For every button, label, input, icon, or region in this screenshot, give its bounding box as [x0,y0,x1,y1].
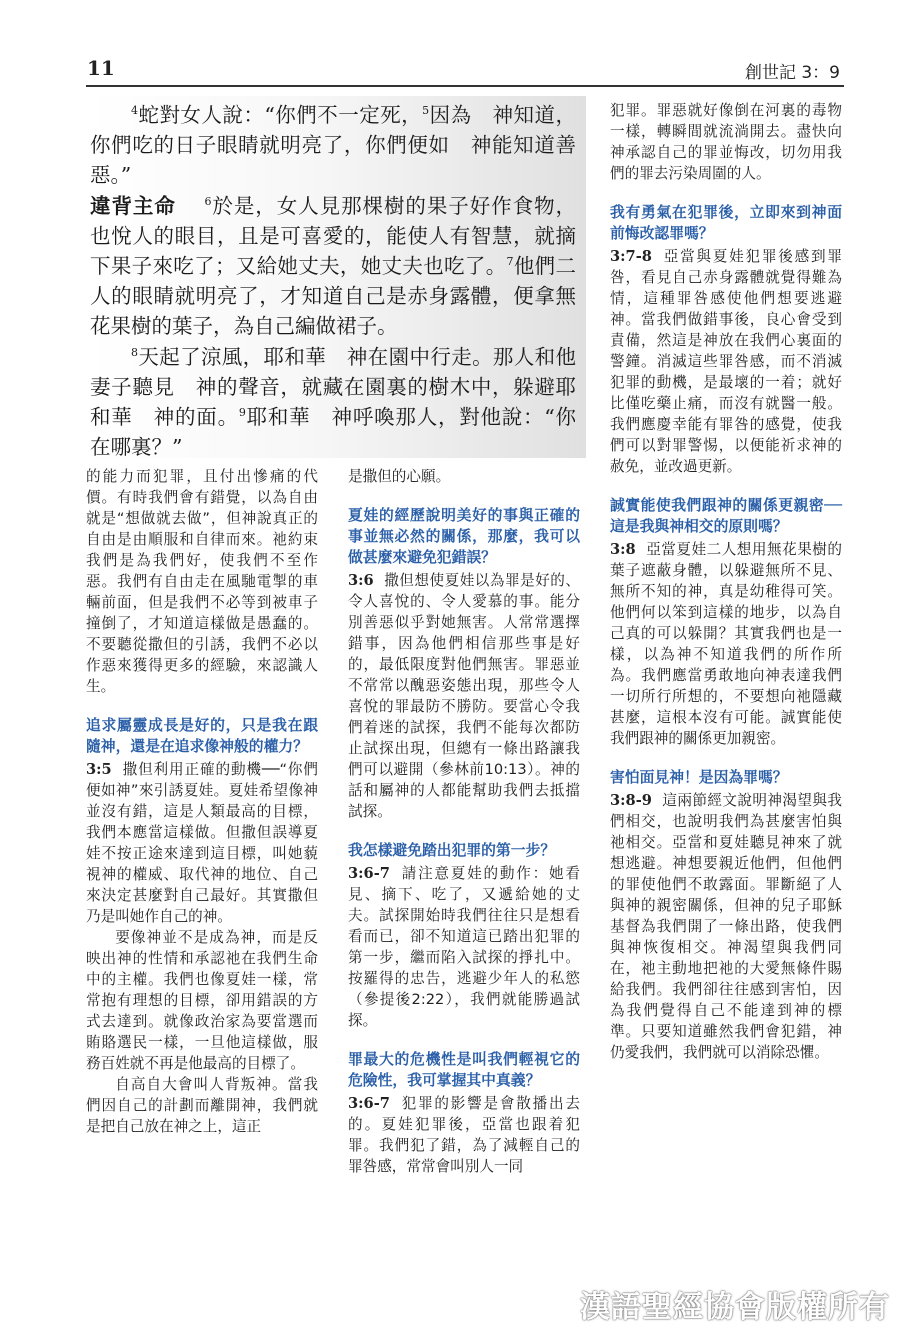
study-note [610,246,842,477]
study-note [610,790,842,1063]
study-note [348,570,580,822]
note-paragraph: 要像神並不是成為神，而是反映出神的性情和承認祂在我們生命中的主權。我們也像夏娃一樣，常常抱有理想的目標，卻用錯誤的方式去達到。就像政治家為要當選而賄賂選民一樣，一旦他這樣做，服務百姓就不再是他最高的目標了。 [86,929,318,1072]
question-heading: 追求屬靈成長是好的，只是我在跟隨神，還是在追求像神般的權力？ [86,717,318,755]
note-text: 這兩節經文說明神渴望與我們相交，也說明我們為甚麼害怕與祂相交。亞當和夏娃聽見神來了就想逃避。神想要親近他們，但他們的罪使他們不敢露面。罪斷絕了人與神的親密關係，但神的兒子耶穌基督為我們開了一條出路，使我們與神恢復相交。神渴望與我們同在，祂主動地把祂的大愛無條件賜給我們。我們卻往往感到害怕，因為我們覺得自己不能達到神的標準。只要知道雖然我們會犯錯，神仍愛我們，我們就可以消除恐懼。 [610,792,842,1061]
question-heading: 我怎樣避免踏出犯罪的第一步？ [348,842,556,859]
column-middle [348,466,580,1177]
scripture-paragraph-1 [90,100,576,191]
question-heading: 害怕面見神！是因為罪嗎？ [610,769,788,786]
verse-text: 蛇對女人說：“你們不一定死， [138,103,423,127]
note-reference: 3:7-8 [610,248,652,265]
note-paragraph: 是撒但的心願。 [348,468,451,485]
study-note [86,759,318,927]
section-heading: 違背主命 [90,193,176,218]
verse-text: 耶和華 神呼喚那人，對他說：“你在哪裏？” [90,405,577,460]
study-note [348,863,580,1031]
note-text: 撒但利用正確的動機──“你們便如神”來引誘夏娃。夏娃希望像神並沒有錯，這是人類最高的目標，我們本應當這樣做。但撒但誤導夏娃不按正途來達到這目標，叫她藐視神的權威、取代神的地位、自己來決定甚麼對自己最好。其實撒但乃是叫她作自己的神。 [86,761,318,925]
verse-text: 天起了涼風，耶和華 神在園中行走。那人和他妻子聽見 神的聲音，就藏在園裏的樹木中，躲避耶和華 神的面。 [90,344,576,430]
question-heading: 我有勇氣在犯罪後，立即來到神面前悔改認罪嗎？ [610,204,842,242]
note-paragraph: 自高自大會叫人背叛神。當我們因自己的計劃而離開神，我們就是把自己放在神之上，這正 [86,1076,318,1135]
verse-number: 7 [506,255,514,269]
note-reference: 3:6-7 [348,1095,390,1112]
question-heading: 罪最大的危機性是叫我們輕視它的危險性，我可掌握其中真義？ [348,1051,580,1089]
verse-text: 因為 神知道，你們吃的日子眼睛就明亮了，你們便如 神能知道善惡。” [90,103,577,188]
copyright-watermark: 漢語聖經協會版權所有 [580,1290,890,1325]
scripture-box [86,96,586,458]
verse-text: 於是，女人見那棵樹的果子好作食物，也悅人的眼目，且是可喜愛的，能使人有智慧，就摘下果子來吃了；又給她丈夫，她丈夫也吃了。 [90,193,577,279]
note-reference: 3:8-9 [610,792,652,809]
verse-number: 5 [422,104,430,118]
note-text: 犯罪的影響是會散播出去的。夏娃犯罪後，亞當也跟着犯罪。我們犯了錯，為了減輕自己的罪咎感，常常會叫別人一同 [348,1095,580,1175]
note-paragraph: 犯罪。罪惡就好像倒在河裏的毒物一樣，轉瞬間就流淌開去。盡快向神承認自己的罪並悔改，切勿用我們的罪去污染周圍的人。 [610,102,842,182]
column-right [610,100,842,1063]
note-text: 撒但想使夏娃以為罪是好的、令人喜悅的、令人愛慕的事。能分別善惡似乎對她無害。人常常選擇錯事，因為他們相信那些事是好的，最低限度對他們無害。罪惡並不常常以醜惡姿態出現，那些令人喜悅的罪最防不勝防。要當心令我們着迷的試探，我們不能每次都防止試探出現，但總有一條出路讓我們可以避開（參林前10:13）。神的話和屬神的人都能幫助我們去抵擋試探。 [348,572,580,820]
scripture-paragraph-2 [90,191,576,342]
verse-number: 9 [238,406,246,420]
note-reference: 3:8 [610,541,636,558]
question-heading: 夏娃的經歷說明美好的事與正確的事並無必然的關係，那麼，我可以做甚麼來避免犯錯誤？ [348,507,580,566]
question-heading: 誠實能使我們跟神的關係更親密──這是我與神相交的原則嗎？ [610,497,842,535]
verse-text: 他們二人的眼睛就明亮了，才知道自己是赤身露體，便拿無花果樹的葉子，為自己編做裙子。 [90,254,577,339]
column-left [86,466,318,1137]
note-reference: 3:6-7 [348,865,390,882]
note-text: 請注意夏娃的動作：她看見、摘下、吃了，又遞給她的丈夫。試探開始時我們往往只是想看看而已，卻不知道這已踏出犯罪的第一步，繼而陷入試探的掙扎中。按羅得的忠告，逃避少年人的私慾（參提後2:22），我們就能勝過試探。 [348,865,580,1029]
verse-number: 8 [131,345,138,359]
header-rule [86,85,844,87]
verse-number: 4 [131,104,138,118]
note-paragraph: 的能力而犯罪，且付出慘痛的代價。有時我們會有錯覺，以為自由就是“想做就去做”，但神說真正的自由是由順服和自律而來。祂約束我們是為我們好，使我們不至作惡。我們有自由走在風馳電掣的車輛前面，但是我們不必等到被車子撞倒了，才知道這樣做是愚蠢的。不要聽從撒但的引誘，我們不必以作惡來獲得更多的經驗，來認識人生。 [86,468,318,695]
note-text: 亞當夏娃二人想用無花果樹的葉子遮蔽身體，以躲避無所不見、無所不知的神，真是幼稚得可笑。他們何以笨到這樣的地步，以為自己真的可以躲開？其實我們也是一樣，以為神不知道我們的所作所為。我們應當勇敢地向神表達我們一切所行所想的，不要想向祂隱藏甚麼，這根本沒有可能。誠實能使我們跟神的關係更加親密。 [610,541,842,747]
note-reference: 3:5 [86,761,112,778]
note-reference: 3:6 [348,572,374,589]
verse-number: 6 [204,194,212,208]
scripture-paragraph-3 [90,342,576,463]
study-note [610,539,842,749]
study-note [348,1093,580,1177]
book-reference: 創世記 3：9 [744,63,840,83]
note-text: 亞當與夏娃犯罪後感到罪咎，看見自己赤身露體就覺得難為情，這種罪咎感使他們想要逃避神。當我們做錯事後，良心會受到責備，然這是神放在我們心裏面的警鐘。消滅這些罪咎感，而不消滅犯罪的動機，是最壞的一着；就好比僅吃藥止痛，而沒有就醫一般。我們應慶幸能有罪咎的感覺，使我們可以對罪警惕，以便能祈求神的赦免，並改過更新。 [610,248,842,475]
page-number: 11 [87,56,115,80]
